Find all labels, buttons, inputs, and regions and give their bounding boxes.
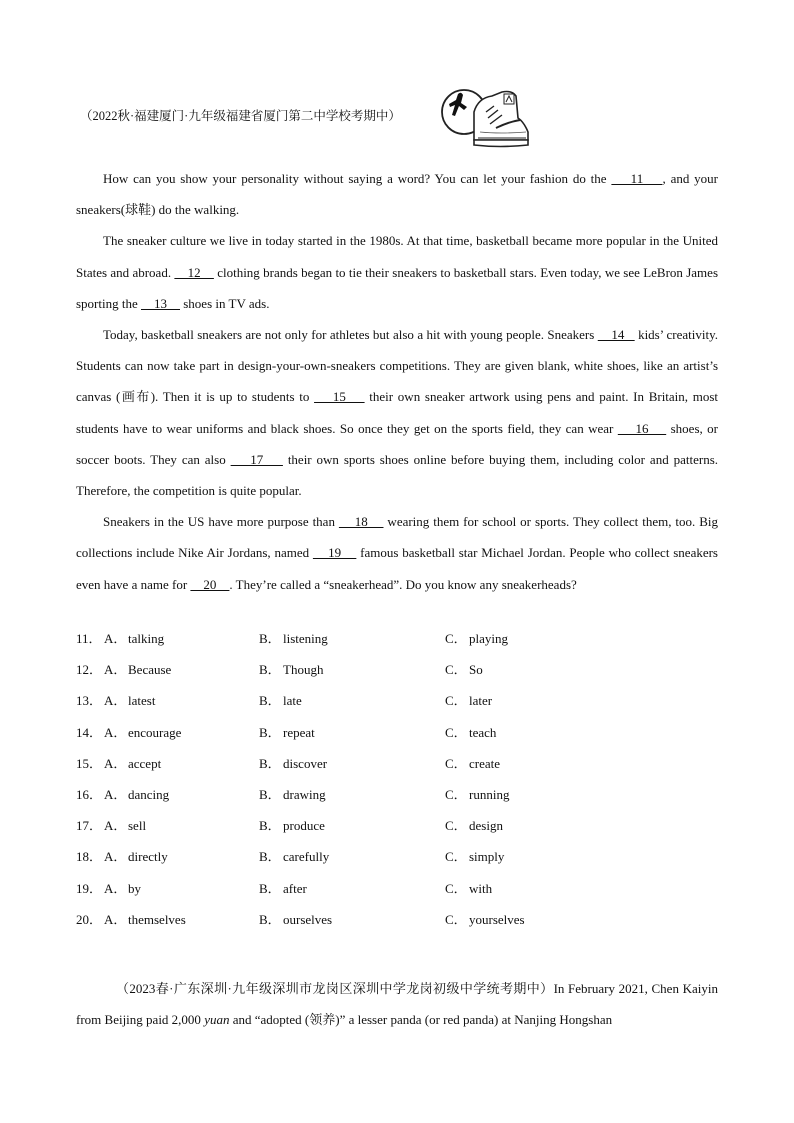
passage-text: shoes, or soccer boots. They can also [76, 420, 719, 467]
question-number: 18． [76, 849, 103, 865]
passage-text: . They’re called a “sneakerhead”. Do you know any sneakerheads? [229, 576, 577, 592]
answer-blank: 20 [190, 576, 230, 592]
option-a[interactable]: A． accept [104, 755, 162, 771]
question-number: 13． [76, 693, 103, 709]
option-a[interactable]: A． themselves [104, 911, 186, 927]
question-row [76, 722, 718, 753]
option-b[interactable]: B． produce [259, 818, 325, 834]
option-c[interactable]: C． later [445, 693, 493, 709]
passage-text: their own sports shoes online before buying them, including color and patterns. Therefore, the competition is quite popular. [76, 451, 719, 499]
option-c[interactable]: C． playing [445, 631, 508, 646]
passage-text: wearing them for school or sports. They collect them, too. Big collections include Nike Air Jordans, named [76, 514, 718, 561]
question-number: 14． [76, 724, 103, 740]
question-row [76, 628, 718, 659]
option-b[interactable]: B． Though [259, 662, 324, 678]
answer-blank: 19 [312, 545, 357, 561]
passage-paragraph [76, 319, 718, 506]
question-number: 17． [76, 818, 103, 834]
option-a[interactable]: A． latest [104, 693, 156, 709]
passage-text: kids’ creativity. Students can now take part in design-your-own-sneakers competitions. They are given blank, white shoes, like an artist’s canvas (画布). Then it is up to students to [76, 327, 719, 405]
option-a[interactable]: A． encourage [104, 724, 182, 740]
option-b[interactable]: B． repeat [259, 724, 315, 740]
option-a[interactable]: A． talking [104, 631, 165, 646]
next-section-source: （2023春·广东深圳·九年级深圳市龙岗区深圳中学龙岗初级中学统考期中） [116, 981, 554, 996]
question-number: 15． [76, 755, 103, 771]
cloze-passage [76, 163, 718, 600]
passage-text: clothing brands began to tie their sneakers to basketball stars. Even today, we see LeBron James sporting the [76, 264, 719, 311]
option-a[interactable]: A． by [104, 880, 141, 896]
option-b[interactable]: B． ourselves [259, 911, 333, 927]
passage-text: Sneakers in the US have more purpose than [103, 514, 339, 530]
passage-text: Today, basketball sneakers are not only for athletes but also a hit with young people. Sneakers [103, 327, 598, 343]
question-number: 19． [76, 880, 103, 896]
answer-blank: 17 [230, 451, 283, 467]
option-c[interactable]: C． simply [445, 849, 505, 865]
answer-blank: 12 [174, 264, 214, 280]
passage-text: The sneaker culture we live in today started in the 1980s. At that time, basketball became more popular in the United States and abroad. [76, 233, 718, 280]
option-c[interactable]: C． yourselves [445, 911, 525, 927]
passage-text: , and your sneakers(球鞋) do the walking. [76, 171, 718, 218]
option-a[interactable]: A． dancing [104, 786, 170, 802]
option-c[interactable]: C． design [445, 818, 503, 834]
answer-blank: 11 [611, 171, 663, 186]
option-a[interactable]: A． Because [104, 662, 172, 678]
question-row [76, 784, 718, 815]
option-c[interactable]: C． create [445, 755, 501, 771]
question-number: 16． [76, 786, 103, 802]
passage-text: their own sneaker artwork using pens and paint. In Britain, most students have to wear uniforms and black shoes. So once they get on the sports field, they can wear [76, 389, 719, 436]
question-row [76, 878, 718, 909]
question-row [76, 909, 718, 940]
answer-blank: 14 [597, 327, 635, 343]
question-number: 11． [76, 631, 102, 646]
answer-blank: 16 [617, 420, 667, 436]
option-b[interactable]: B． discover [259, 755, 328, 771]
passage-text: shoes in TV ads. [180, 295, 270, 311]
option-b[interactable]: B． drawing [259, 786, 326, 802]
option-b[interactable]: B． after [259, 880, 307, 896]
question-row [76, 690, 718, 721]
passage-text: famous basketball star Michael Jordan. People who collect sneakers even have a name for [76, 545, 718, 592]
passage-paragraph [76, 163, 718, 225]
option-b[interactable]: B． listening [259, 631, 328, 646]
question-row [76, 753, 718, 784]
next-passage [76, 973, 718, 1035]
answer-blank: 15 [314, 389, 365, 405]
next-passage-text: （2023春·广东深圳·九年级深圳市龙岗区深圳中学龙岗初级中学统考期中）In February 2021, Chen Kaiyin from Beijing paid 2,000 yuan and “adopted (领养)” a lesser panda (or red panda) at Nanjing Hongshan [76, 981, 718, 1028]
passage-paragraph [76, 506, 718, 600]
question-number: 12． [76, 662, 103, 678]
option-c[interactable]: C． with [445, 880, 493, 896]
option-a[interactable]: A． sell [104, 818, 147, 834]
passage-paragraph [76, 225, 718, 319]
question-list [76, 628, 718, 940]
passage-text: How can you show your personality without saying a word? You can let your fashion do the [103, 171, 612, 186]
option-c[interactable]: C． running [445, 786, 510, 802]
option-c[interactable]: C． teach [445, 724, 497, 740]
question-number: 20． [76, 911, 103, 927]
basketball-sneaker-icon [440, 82, 532, 152]
question-row [76, 659, 718, 690]
option-b[interactable]: B． carefully [259, 849, 330, 865]
answer-blank: 18 [338, 514, 384, 530]
option-b[interactable]: B． late [259, 693, 302, 709]
question-row [76, 846, 718, 877]
option-a[interactable]: A． directly [104, 849, 168, 865]
answer-blank: 13 [141, 295, 180, 311]
section-source: （2022秋·福建厦门·九年级福建省厦门第二中学校考期中） [80, 109, 401, 123]
option-c[interactable]: C． So [445, 662, 483, 678]
question-row [76, 815, 718, 846]
